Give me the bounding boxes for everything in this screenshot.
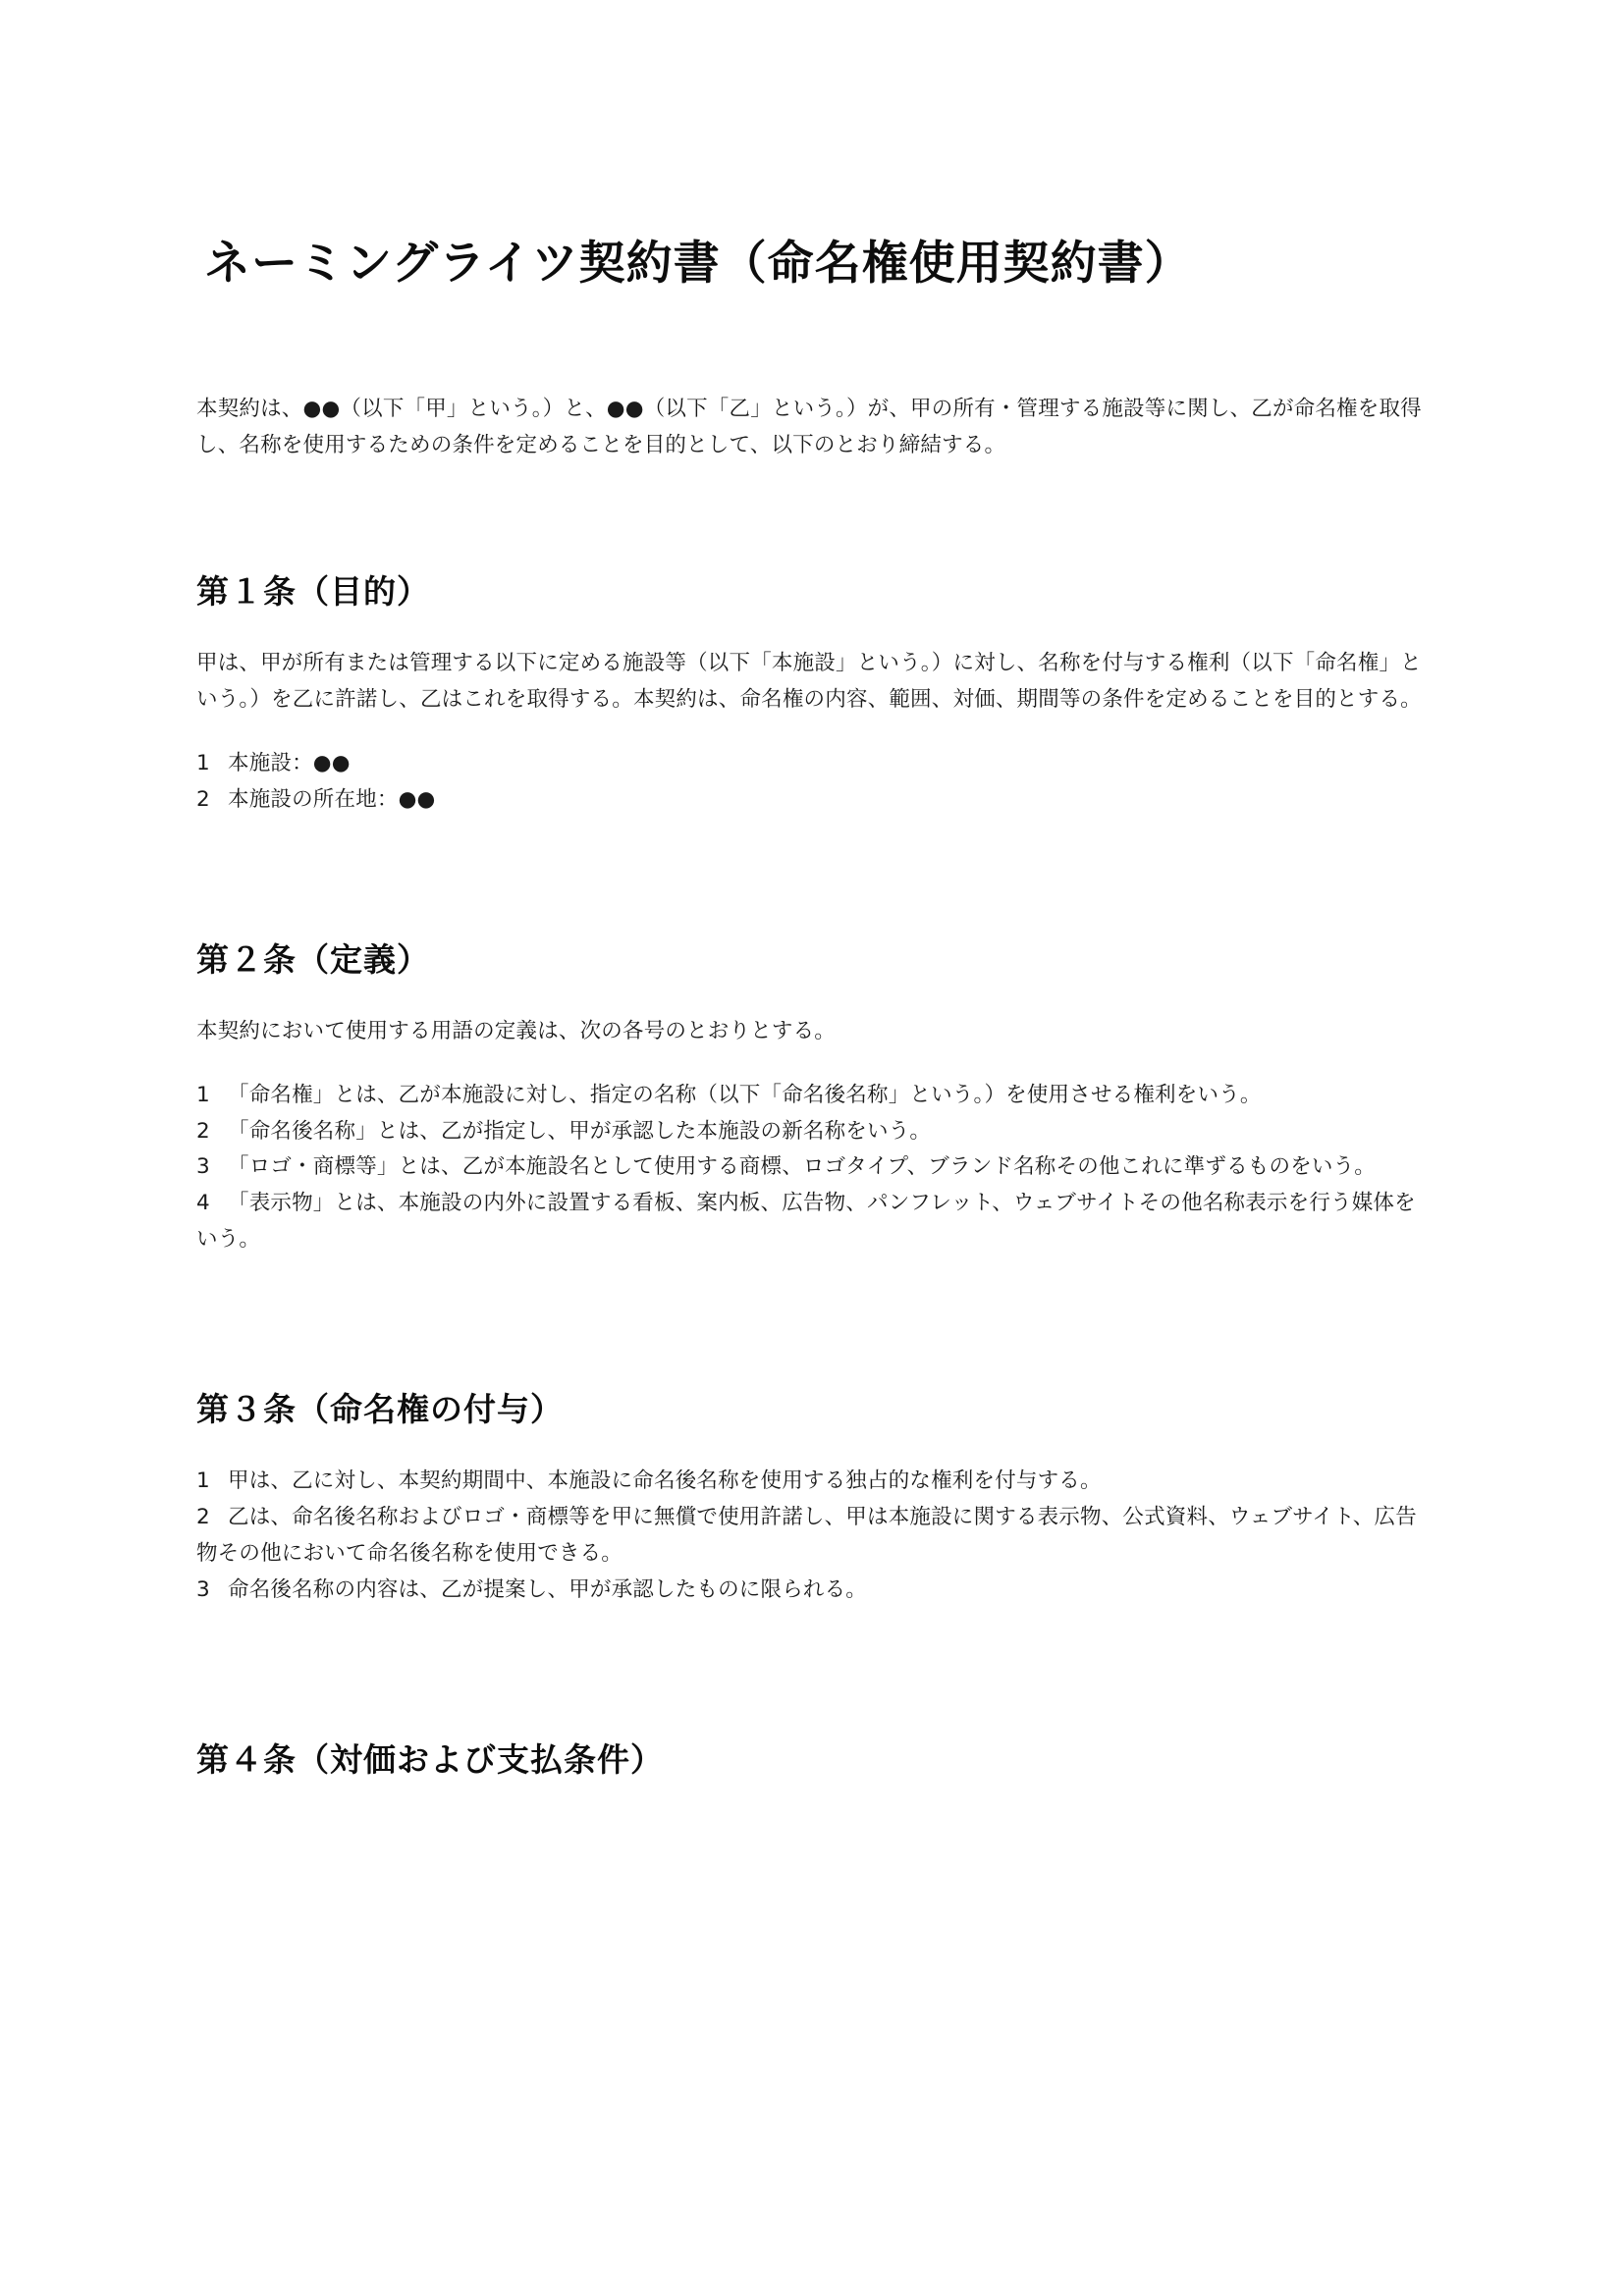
list-item	[196, 1078, 1428, 1114]
list-item-number: 2	[196, 1118, 210, 1144]
list-item-text: 本施設の所在地：●●	[228, 786, 436, 812]
list-item-number: 3	[196, 1577, 210, 1603]
section-heading-article-3: 第３条（命名権の付与）	[196, 1390, 564, 1429]
list-item	[196, 1114, 1428, 1150]
list-item-number: 4	[196, 1191, 210, 1216]
list-item-number: 2	[196, 1505, 210, 1530]
list-item-number: 3	[196, 1154, 210, 1180]
section-heading-article-2: 第２条（定義）	[196, 939, 430, 979]
list-item	[196, 782, 1428, 819]
list-item	[196, 1500, 1428, 1573]
list-item	[196, 746, 1428, 782]
section-heading-article-1: 第１条（目的）	[196, 571, 430, 611]
list-item	[196, 1464, 1428, 1500]
list-item-number: 1	[196, 1082, 210, 1107]
section-article-2	[196, 934, 1428, 1259]
item-list-article-3	[196, 1464, 1428, 1609]
section-article-4	[196, 1735, 1428, 1781]
list-item-text: 甲は、乙に対し、本契約期間中、本施設に命名後名称を使用する独占的な権利を付与する。	[228, 1468, 1102, 1494]
list-item-text: 「ロゴ・商標等」とは、乙が本施設名として使用する商標、ロゴタイプ、ブランド名称その他これに準ずるものをいう。	[228, 1154, 1377, 1180]
list-item-text: 本施設：●●	[228, 750, 351, 775]
section-body-article-2: 本契約において使用する用語の定義は、次の各号のとおりとする。	[196, 1018, 837, 1043]
section-article-3	[196, 1384, 1428, 1609]
list-item-text: 命名後名称の内容は、乙が提案し、甲が承認したものに限られる。	[228, 1577, 868, 1603]
section-article-1	[196, 566, 1428, 819]
list-item-text: 「命名後名称」とは、乙が指定し、甲が承認した本施設の新名称をいう。	[228, 1118, 932, 1144]
list-item	[196, 1186, 1428, 1258]
list-item	[196, 1149, 1428, 1186]
item-list-article-2	[196, 1078, 1428, 1259]
section-body-article-1: 甲は、甲が所有または管理する以下に定める施設等（以下「本施設」という。）に対し、名称を付与する権利（以下「命名権」という。）を乙に許諾し、乙はこれを取得する。本契約は、命名権の内容、範囲、対価、期間等の条件を定めることを目的とする。	[196, 650, 1422, 712]
list-item-text: 「命名権」とは、乙が本施設に対し、指定の名称（以下「命名後名称」という。）を使用させる権利をいう。	[228, 1082, 1262, 1107]
list-item-number: 1	[196, 1468, 210, 1494]
page-title: ネーミングライツ契約書（命名権使用契約書）	[204, 237, 1192, 291]
list-item-number: 2	[196, 786, 210, 812]
list-item-number: 1	[196, 750, 210, 775]
list-item-text: 「表示物」とは、本施設の内外に設置する看板、案内板、広告物、パンフレット、ウェブサイトその他名称表示を行う媒体をいう。	[196, 1191, 1416, 1253]
list-item-text: 乙は、命名後名称およびロゴ・商標等を甲に無償で使用許諾し、甲は本施設に関する表示物、公式資料、ウェブサイト、広告物その他において命名後名称を使用できる。	[196, 1505, 1417, 1567]
list-item	[196, 1573, 1428, 1609]
section-heading-article-4: 第４条（対価および支払条件）	[196, 1740, 664, 1780]
preamble-paragraph: 本契約は、●●（以下「甲」という。）と、●●（以下「乙」という。）が、甲の所有・管理する施設等に関し、乙が命名権を取得し、名称を使用するための条件を定めることを目的として、以下のとおり締結する。	[196, 396, 1422, 457]
item-list-article-1	[196, 746, 1428, 819]
